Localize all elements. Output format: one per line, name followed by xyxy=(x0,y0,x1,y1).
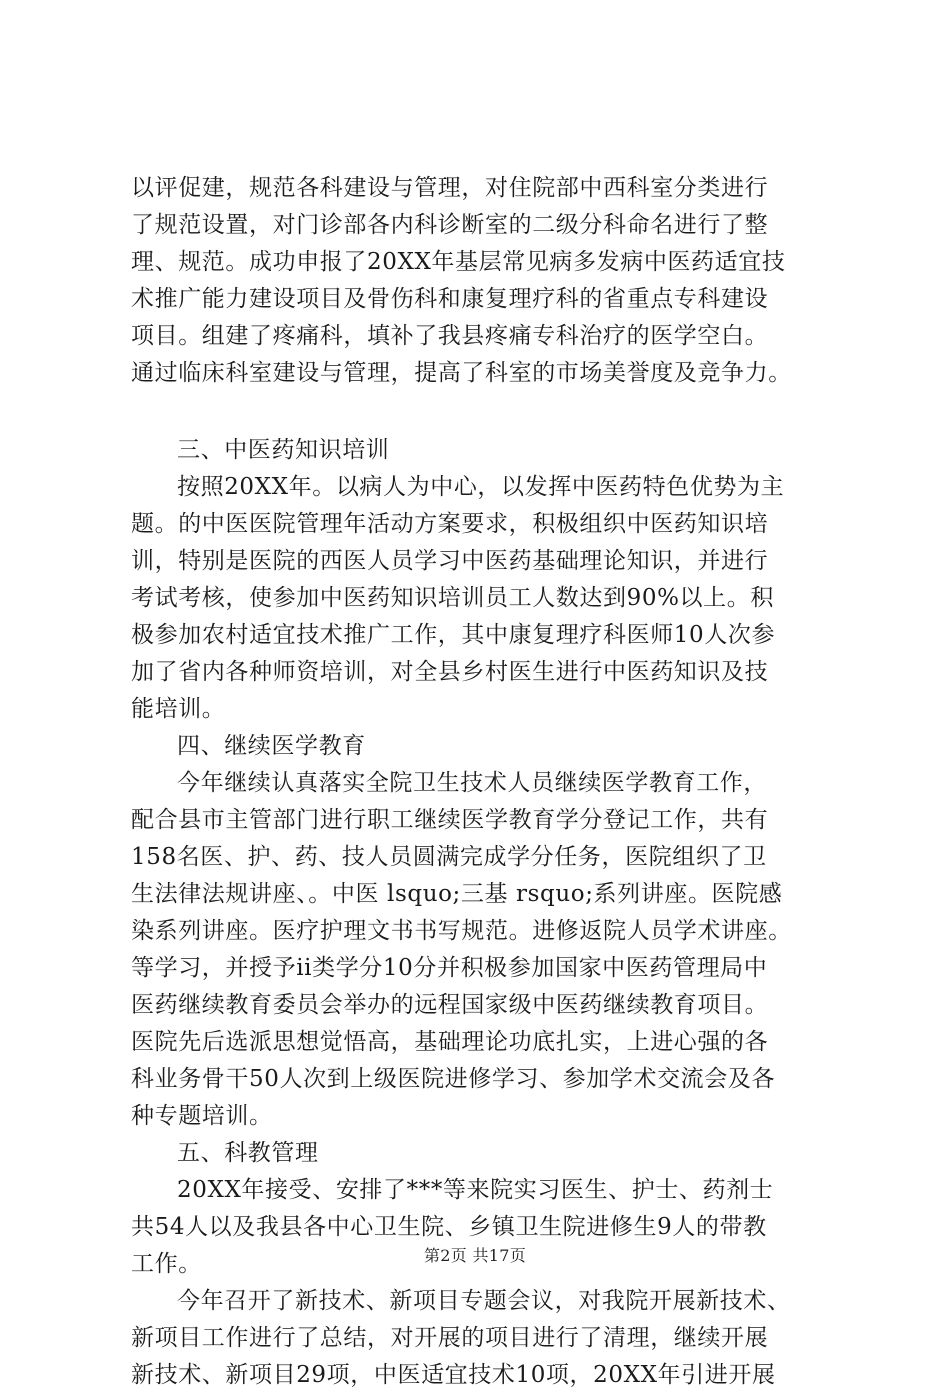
document-body xyxy=(131,170,831,1394)
text-line: 配合县市主管部门进行职工继续医学教育学分登记工作，共有 xyxy=(131,807,769,833)
text-line: 能培训。 xyxy=(131,696,226,722)
text-line: 158名医、护、药、技人员圆满完成学分任务，医院组织了卫 xyxy=(131,844,767,870)
text-line: 按照20XX年。以病人为中心，以发挥中医药特色优势为主 xyxy=(177,474,785,500)
text-line: 项目。组建了疼痛科，填补了我县疼痛专科治疗的医学空白。 xyxy=(131,323,769,349)
section-heading: 三、中医药知识培训 xyxy=(177,437,390,463)
text-line: 生法律法规讲座、。中医 lsquo;三基 rsquo;系列讲座。医院感 xyxy=(131,881,783,907)
text-line: 题。的中医医院管理年活动方案要求，积极组织中医药知识培 xyxy=(131,511,769,537)
page-number-footer: 第2页 共17页 xyxy=(423,1246,527,1265)
text-line: 共54人以及我县各中心卫生院、乡镇卫生院进修生9人的带教 xyxy=(131,1214,767,1240)
paragraph-spacer xyxy=(131,392,831,432)
text-line: 新项目工作进行了总结，对开展的项目进行了清理，继续开展 xyxy=(131,1325,769,1351)
text-line: 训，特别是医院的西医人员学习中医药基础理论知识，并进行 xyxy=(131,548,769,574)
text-line: 考试考核，使参加中医药知识培训员工人数达到90%以上。积 xyxy=(131,585,774,611)
text-line: 等学习，并授予ii类学分10分并积极参加国家中医药管理局中 xyxy=(131,955,768,981)
text-line: 染系列讲座。医疗护理文书书写规范。进修返院人员学术讲座。 xyxy=(131,918,792,944)
text-line: 医院先后选派思想觉悟高，基础理论功底扎实，上进心强的各 xyxy=(131,1029,769,1055)
section-heading: 五、科教管理 xyxy=(177,1140,319,1166)
paragraph-clinical-departments xyxy=(131,170,831,392)
text-line: 医药继续教育委员会举办的远程国家级中医药继续教育项目。 xyxy=(131,992,769,1018)
text-line: 今年继续认真落实全院卫生技术人员继续医学教育工作， xyxy=(177,770,767,796)
text-line: 极参加农村适宜技术推广工作，其中康复理疗科医师10人次参 xyxy=(131,622,776,648)
text-line: 理、规范。成功申报了20XX年基层常见病多发病中医药适宜技 xyxy=(131,249,786,275)
text-line: 了规范设置，对门诊部各内科诊断室的二级分科命名进行了整 xyxy=(131,212,769,238)
text-line: 科业务骨干50人次到上级医院进修学习、参加学术交流会及各 xyxy=(131,1066,776,1092)
text-line: 通过临床科室建设与管理，提高了科室的市场美誉度及竞争力。 xyxy=(131,360,792,386)
text-line: 种专题培训。 xyxy=(131,1103,273,1129)
text-line: 20XX年接受、安排了***等来院实习医生、护士、药剂士 xyxy=(177,1177,774,1203)
section-continuing-education xyxy=(131,728,831,1135)
text-line: 今年召开了新技术、新项目专题会议，对我院开展新技术、 xyxy=(177,1288,791,1314)
text-line: 以评促建，规范各科建设与管理，对住院部中西科室分类进行 xyxy=(131,175,769,201)
section-heading: 四、继续医学教育 xyxy=(177,733,366,759)
text-line: 工作。 xyxy=(131,1251,202,1277)
section-tcm-training xyxy=(131,432,831,728)
text-line: 加了省内各种师资培训，对全县乡村医生进行中医药知识及技 xyxy=(131,659,769,685)
text-line: 术推广能力建设项目及骨伤科和康复理疗科的省重点专科建设 xyxy=(131,286,769,312)
text-line: 新技术、新项目29项，中医适宜技术10项，20XX年引进开展 xyxy=(131,1362,776,1388)
